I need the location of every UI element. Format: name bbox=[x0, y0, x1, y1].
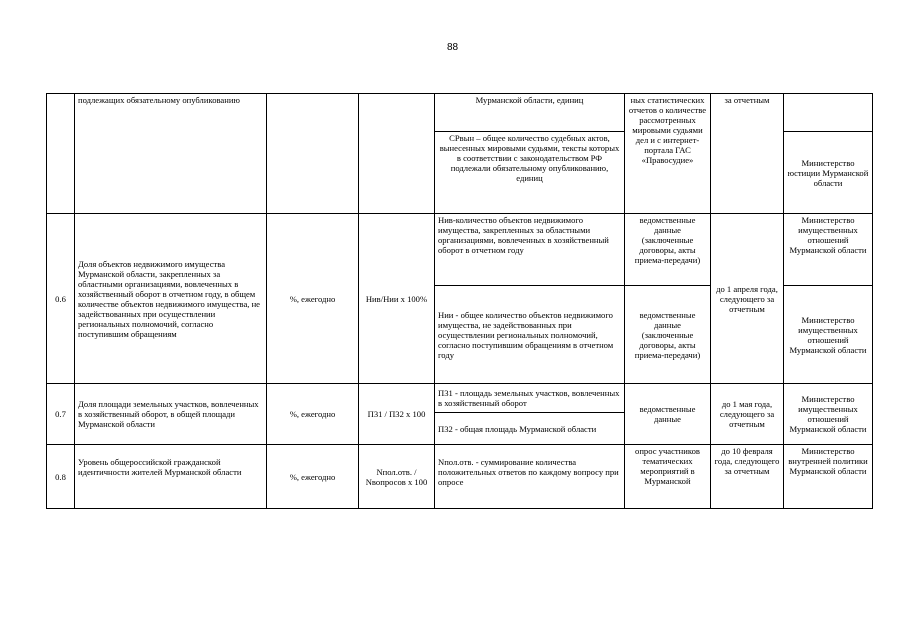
responsible-body: Министерство имущественных отношений Мурманской области bbox=[784, 214, 873, 286]
data-source: ведомственные данные (заключенные договоры, акты приема-передачи) bbox=[625, 286, 711, 384]
formula: Нив/Нии х 100% bbox=[359, 214, 435, 384]
data-source: ведомственные данные (заключенные договоры, акты приема-передачи) bbox=[625, 214, 711, 286]
deadline: до 10 февраля года, следующего за отчетным bbox=[711, 445, 784, 509]
parameter-description: Нив-количество объектов недвижимого имущества, закрепленных за областными организациями, вовлеченных в хозяйственный оборот в отчетном году bbox=[435, 214, 625, 286]
parameter-description: Nпол.отв. - суммирование количества положительных ответов по каждому вопросу при опросе bbox=[435, 445, 625, 509]
responsible-body: Министерство внутренней политики Мурманской области bbox=[784, 445, 873, 509]
table-row bbox=[47, 445, 873, 509]
formula: Nпол.отв. / Nвопросов х 100 bbox=[359, 445, 435, 509]
row-number: 0.6 bbox=[47, 214, 75, 384]
unit-periodicity: %, ежегодно bbox=[267, 445, 359, 509]
deadline: до 1 мая года, следующего за отчетным bbox=[711, 384, 784, 445]
unit-periodicity: %, ежегодно bbox=[267, 214, 359, 384]
indicators-table bbox=[46, 93, 873, 509]
parameter-description: П32 - общая площадь Мурманской области bbox=[435, 413, 625, 445]
data-source: опрос участников тематических мероприятий в Мурманской bbox=[625, 445, 711, 509]
table-row bbox=[47, 214, 873, 286]
deadline: за отчетным bbox=[711, 94, 784, 214]
responsible-body: Министерство имущественных отношений Мурманской области bbox=[784, 286, 873, 384]
unit-periodicity: %, ежегодно bbox=[267, 384, 359, 445]
responsible-body: Министерство юстиции Мурманской области bbox=[784, 132, 873, 214]
table-row bbox=[47, 384, 873, 413]
page-number: 88 bbox=[446, 42, 459, 53]
row-number: 0.8 bbox=[47, 445, 75, 509]
formula: П31 / П32 х 100 bbox=[359, 384, 435, 445]
table-row bbox=[47, 94, 873, 132]
deadline: до 1 апреля года, следующего за отчетным bbox=[711, 214, 784, 384]
indicator-name: подлежащих обязательному опубликованию bbox=[75, 94, 267, 214]
parameter-description: Мурманской области, единиц bbox=[435, 94, 625, 132]
data-source: ведомственные данные bbox=[625, 384, 711, 445]
parameter-description: П31 - площадь земельных участков, вовлеченных в хозяйственный оборот bbox=[435, 384, 625, 413]
row-number: 0.7 bbox=[47, 384, 75, 445]
indicator-name: Доля площади земельных участков, вовлеченных в хозяйственный оборот, в общей площади Мурманской области bbox=[75, 384, 267, 445]
data-source: ных статистических отчетов о количестве рассмотренных мировыми судьями дел и с интернет-портала ГАС «Правосудие» bbox=[625, 94, 711, 214]
indicator-name: Уровень общероссийской гражданской идентичности жителей Мурманской области bbox=[75, 445, 267, 509]
parameter-description: Нии - общее количество объектов недвижимого имущества, не задействованных при осуществлении региональных полномочий, согласно поступившим обращениям в отчетном году bbox=[435, 286, 625, 384]
responsible-body: Министерство имущественных отношений Мурманской области bbox=[784, 384, 873, 445]
indicator-name: Доля объектов недвижимого имущества Мурманской области, закрепленных за областными организациями, вовлеченных в хозяйственный оборот в отчетном году, в общем количестве объектов недвижимого имущества, не задействованных при осуществлении региональных полномочий, согласно поступившим обращениям bbox=[75, 214, 267, 384]
parameter-description: СРвын – общее количество судебных актов, вынесенных мировыми судьями, тексты которых в соответствии с законодательством РФ подлежали обязательному опубликованию, единиц bbox=[435, 132, 625, 214]
